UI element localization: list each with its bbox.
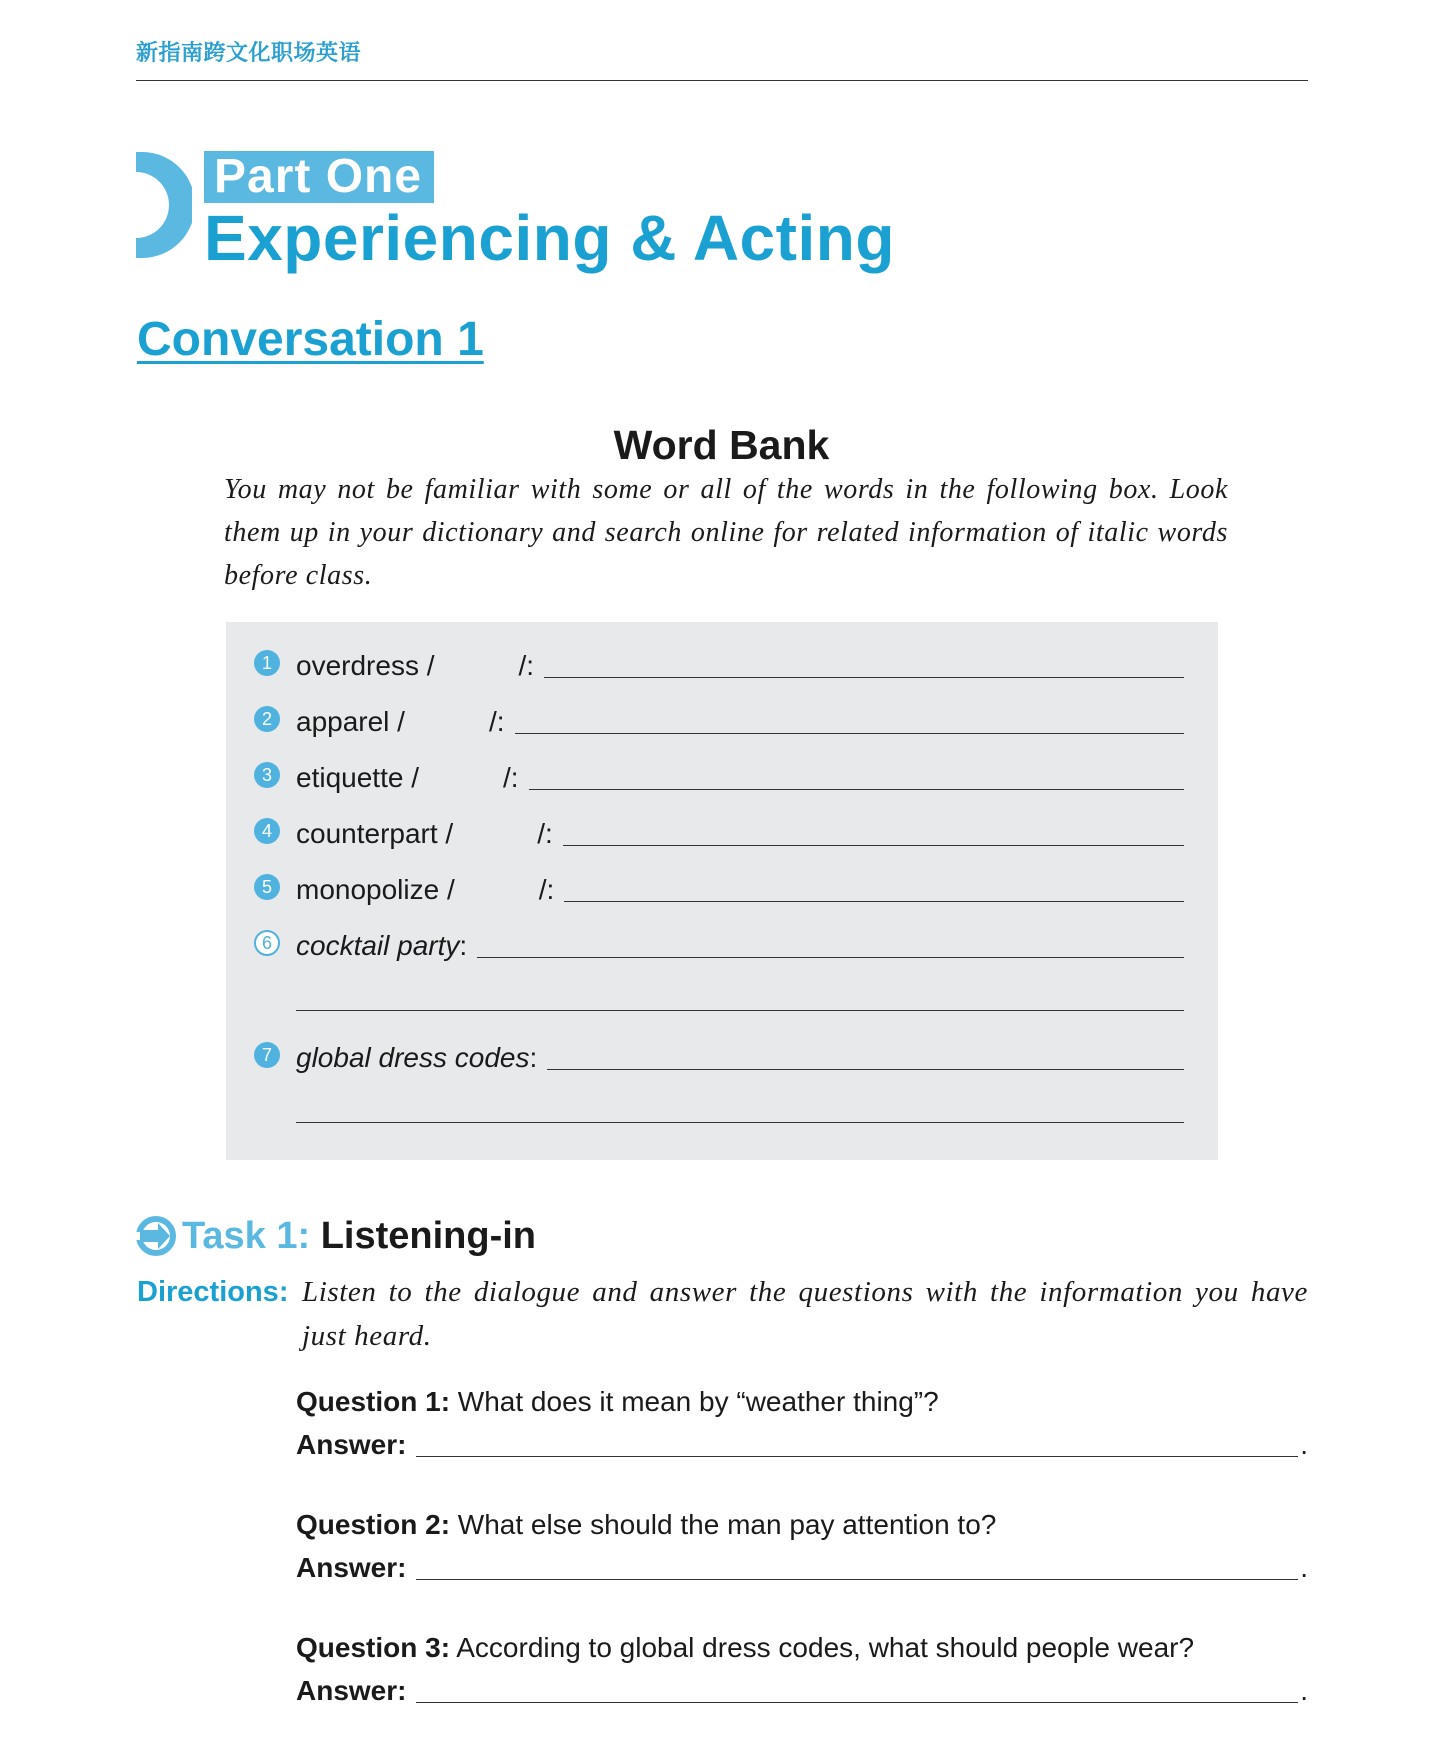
item-suffix: /: xyxy=(538,874,555,905)
item-number-badge: 7 xyxy=(254,1042,280,1068)
directions-text: Listen to the dialogue and answer the questions with the information you have just heard. xyxy=(302,1276,1308,1352)
answer-row xyxy=(296,1669,1308,1712)
word-bank-item xyxy=(254,698,1184,738)
item-number-badge: 4 xyxy=(254,818,280,844)
item-suffix: : xyxy=(459,930,468,961)
answer-label: Answer: xyxy=(296,1552,407,1583)
answer-row xyxy=(296,1546,1308,1589)
word-bank-item xyxy=(254,642,1184,682)
question-block xyxy=(296,1380,1308,1466)
answer-label: Answer: xyxy=(296,1675,407,1706)
question-block xyxy=(296,1503,1308,1589)
item-number-badge: 5 xyxy=(254,874,280,900)
item-term: global dress codes xyxy=(296,1042,530,1073)
word-bank-item xyxy=(254,1034,1184,1074)
item-number-badge: 6 xyxy=(254,930,280,956)
answer-end: . xyxy=(1300,1675,1308,1706)
word-bank-item xyxy=(254,866,1184,906)
item-term: counterpart / xyxy=(296,818,454,849)
question-text: What else should the man pay attention to? xyxy=(457,1509,997,1540)
question-text: What does it mean by “weather thing”? xyxy=(457,1386,939,1417)
item-suffix: /: xyxy=(488,706,505,737)
question-label: Question 3: xyxy=(296,1632,451,1663)
word-bank-item xyxy=(254,754,1184,794)
item-number-badge: 1 xyxy=(254,650,280,676)
answer-end: . xyxy=(1300,1552,1308,1583)
question-line xyxy=(296,1503,1308,1546)
item-suffix: : xyxy=(529,1042,538,1073)
definition-blank[interactable] xyxy=(515,732,1184,734)
definition-blank[interactable] xyxy=(529,788,1184,790)
item-suffix: /: xyxy=(518,650,535,681)
item-term: etiquette / xyxy=(296,762,419,793)
header-rule xyxy=(136,80,1308,81)
arrow-circle-icon xyxy=(136,1216,176,1256)
task-name: Listening-in xyxy=(320,1215,537,1257)
running-header: 新指南跨文化职场英语 xyxy=(136,41,362,66)
definition-blank-continued[interactable] xyxy=(296,1010,1184,1011)
word-bank-intro: You may not be familiar with some or all of the words in the following box. Look them up in your dictionary and search online for related information of italic words before class. xyxy=(224,474,1228,591)
word-bank-box xyxy=(226,622,1218,1160)
item-suffix: /: xyxy=(537,818,553,849)
definition-blank[interactable] xyxy=(477,956,1184,958)
answer-end: . xyxy=(1300,1429,1308,1460)
definition-blank[interactable] xyxy=(563,844,1184,846)
section-title: Conversation 1 xyxy=(137,313,484,366)
task-label: Task 1: xyxy=(182,1215,311,1257)
item-number-badge: 3 xyxy=(254,762,280,788)
answer-blank[interactable] xyxy=(416,1578,1298,1580)
definition-blank[interactable] xyxy=(564,900,1184,902)
answer-blank[interactable] xyxy=(416,1701,1298,1703)
word-bank-item xyxy=(254,922,1184,962)
directions-label: Directions: xyxy=(137,1276,289,1308)
question-text: According to global dress codes, what should people wear? xyxy=(456,1632,1195,1663)
question-line xyxy=(296,1626,1308,1669)
item-term: apparel / xyxy=(296,706,405,737)
item-term: cocktail party xyxy=(296,930,460,961)
question-label: Question 2: xyxy=(296,1509,451,1540)
item-term: overdress / xyxy=(296,650,435,681)
item-term: monopolize / xyxy=(296,874,455,905)
part-badge: Part One xyxy=(204,151,434,203)
word-bank-item xyxy=(254,810,1184,850)
item-number-badge: 2 xyxy=(254,706,280,732)
definition-blank[interactable] xyxy=(544,676,1184,678)
part-bracket-icon xyxy=(136,152,192,258)
question-block xyxy=(296,1626,1308,1712)
question-label: Question 1: xyxy=(296,1386,451,1417)
definition-blank-continued[interactable] xyxy=(296,1122,1184,1123)
task-heading xyxy=(182,1214,536,1258)
answer-blank[interactable] xyxy=(416,1455,1298,1457)
question-line xyxy=(296,1380,1308,1423)
answer-row xyxy=(296,1423,1308,1466)
definition-blank[interactable] xyxy=(547,1068,1184,1070)
word-bank-title: Word Bank xyxy=(613,422,830,468)
item-suffix: /: xyxy=(502,762,519,793)
part-title: Experiencing & Acting xyxy=(204,202,895,274)
answer-label: Answer: xyxy=(296,1429,407,1460)
